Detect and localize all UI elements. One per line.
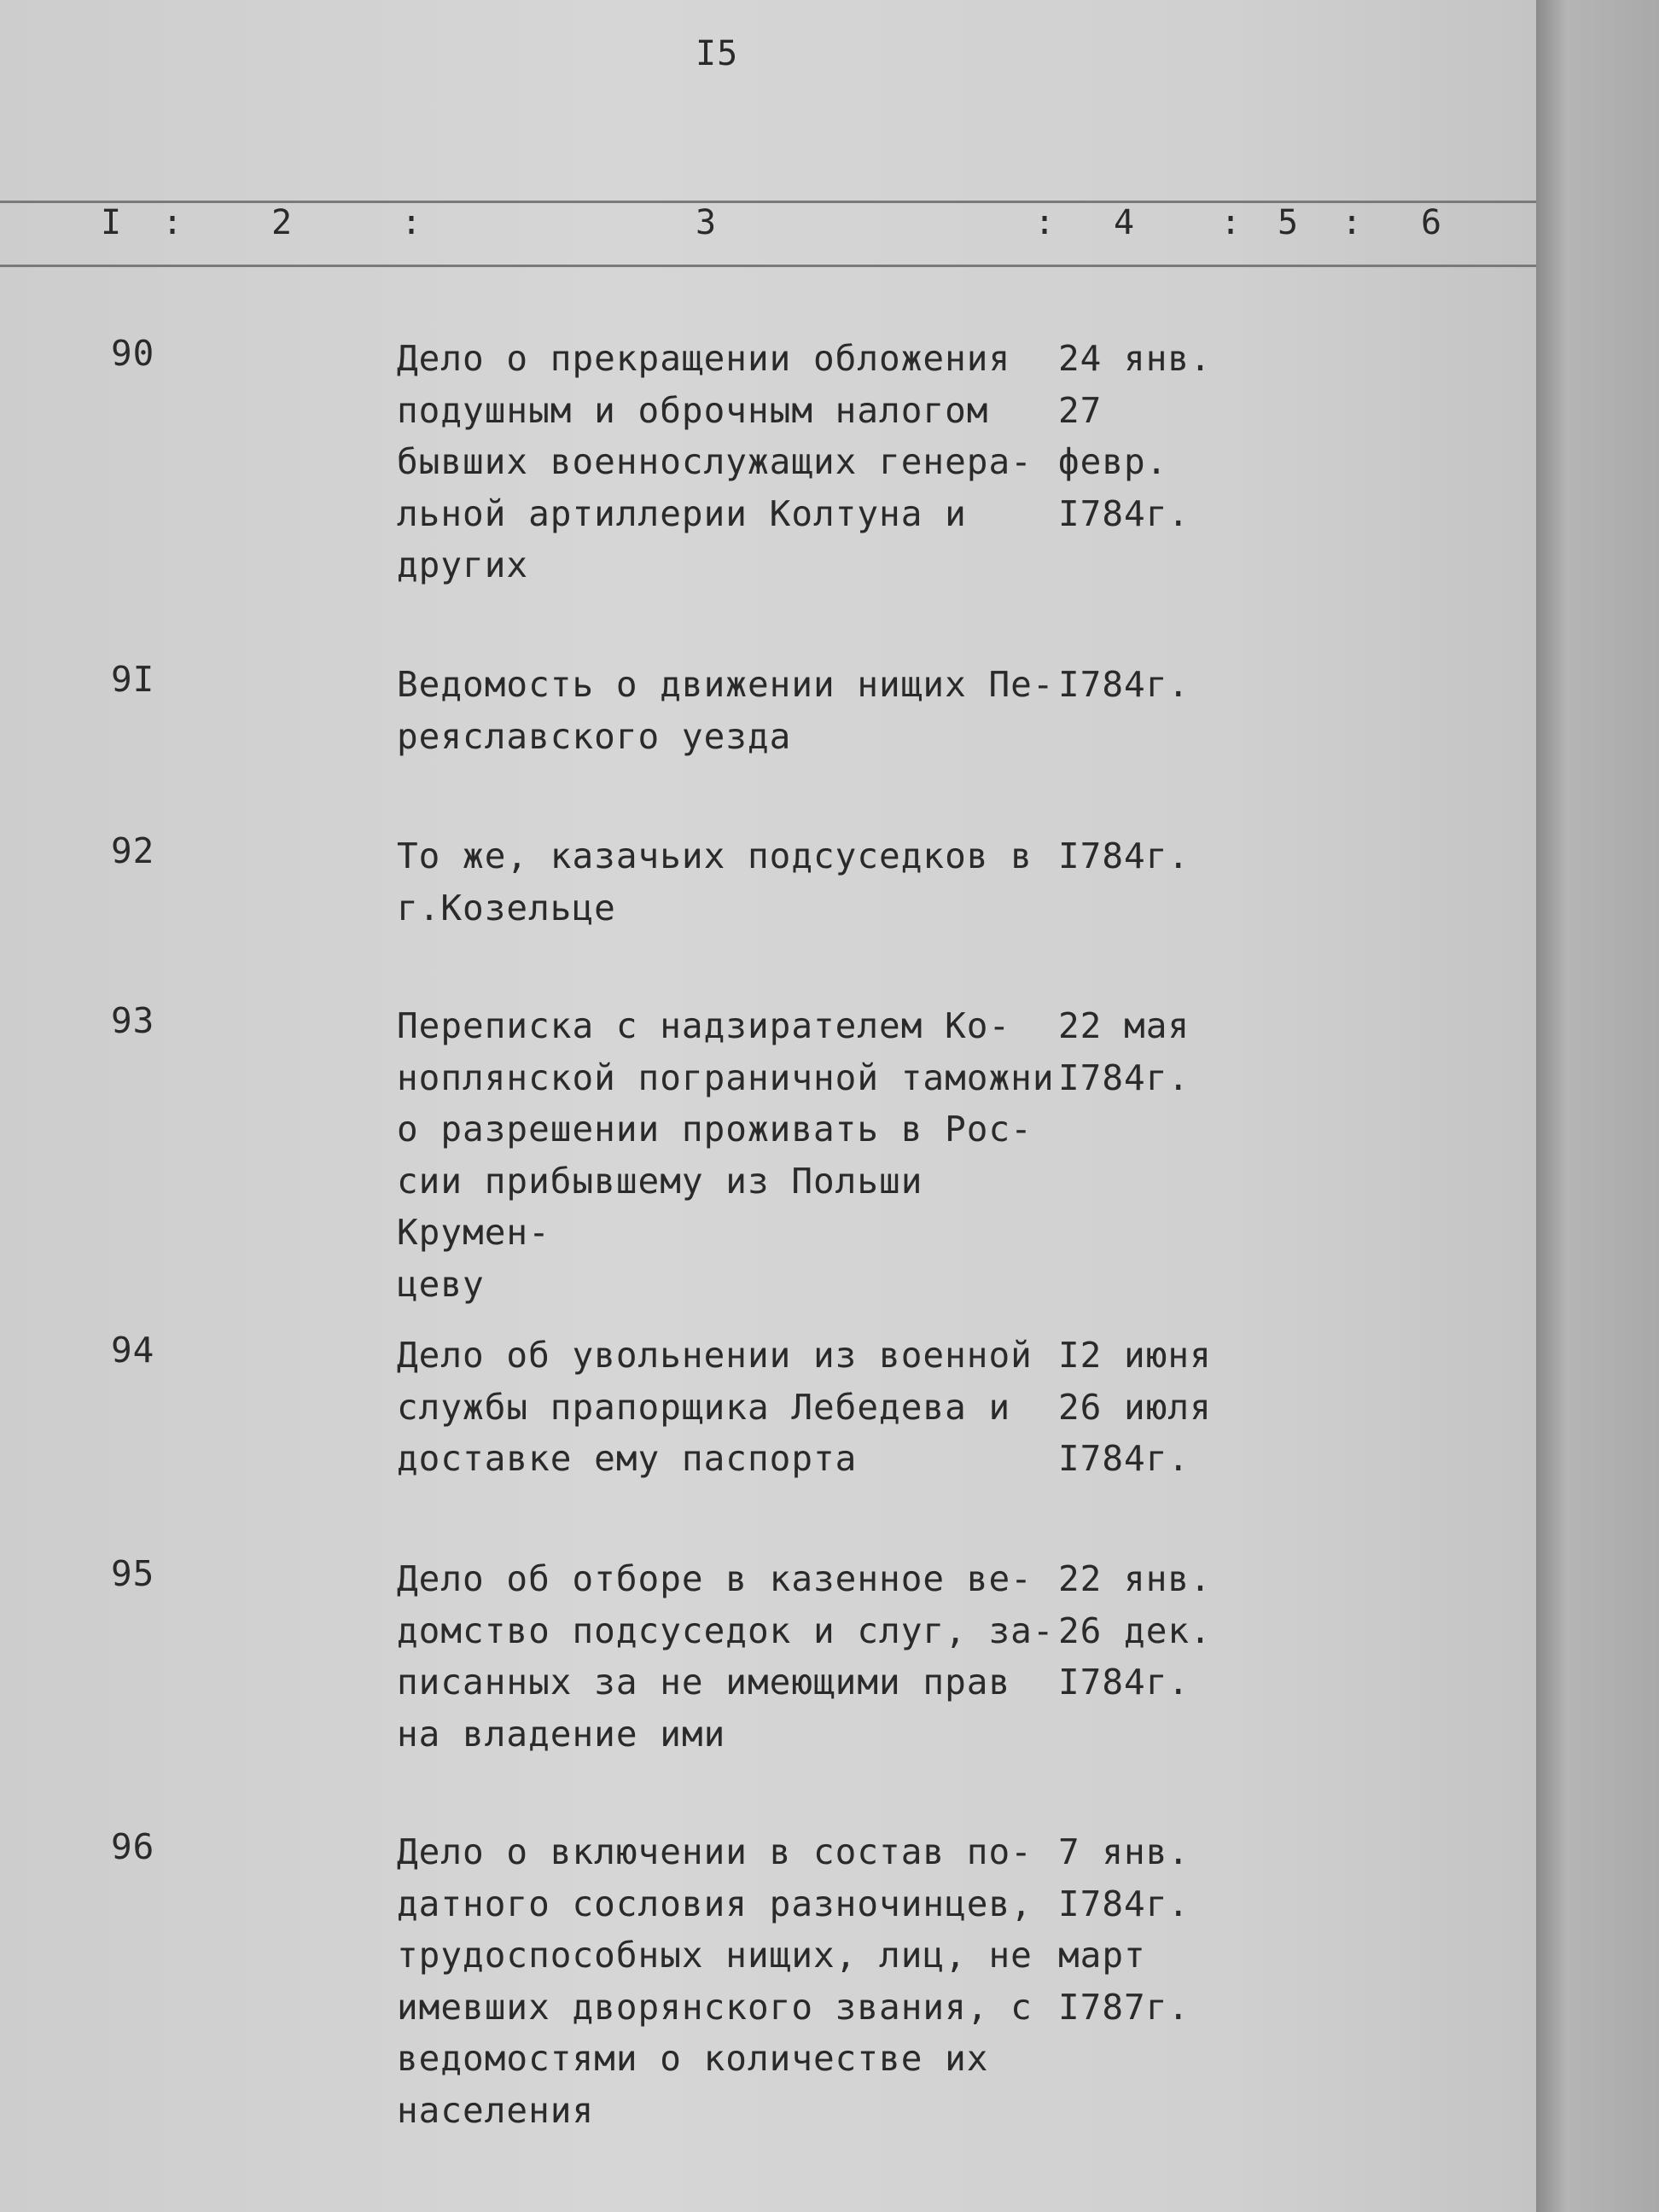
entry-dates: 22 янв. 26 дек. I784г.: [1058, 1558, 1212, 1703]
column-separator: :: [1342, 203, 1364, 242]
header-rule-top: [0, 201, 1536, 203]
entry-title: Дело о прекращении обложения подушным и оброчным налогом бывших военнослужащих генера- льной артиллерии Колтуна и других: [397, 338, 1033, 585]
column-header-3: 3: [696, 203, 718, 242]
entry-dates: 22 мая I784г.: [1058, 1005, 1190, 1098]
column-separator: :: [401, 203, 423, 242]
column-header-2: 2: [271, 203, 294, 242]
header-rule-bottom: [0, 265, 1536, 267]
column-header-4: 4: [1114, 203, 1136, 242]
entry-number: 92: [111, 830, 155, 871]
entry-number: 96: [111, 1826, 155, 1867]
page-edge-shadow: [1536, 0, 1659, 2212]
column-header-5: 5: [1278, 203, 1300, 242]
column-header-1: I: [101, 203, 123, 242]
entry-dates: I784г.: [1058, 664, 1190, 705]
column-header-6: 6: [1421, 203, 1443, 242]
entry-number: 93: [111, 1000, 155, 1041]
column-separator: :: [162, 203, 184, 242]
entry-number: 94: [111, 1330, 155, 1371]
column-separator: :: [1220, 203, 1243, 242]
entry-title: То же, казачьих подсуседков в г.Козельце: [397, 835, 1033, 928]
entry-number: 95: [111, 1553, 155, 1594]
page-number: I5: [696, 34, 739, 73]
entry-dates: 24 янв. 27 февр. I784г.: [1058, 338, 1212, 534]
entry-dates: 7 янв. I784г. март I787г.: [1058, 1831, 1190, 2028]
entry-title: Переписка с надзирателем Ко- ноплянской пограничной таможни о разрешении проживать в Рос- сии прибывшему из Польши Крумен- цеву: [397, 1005, 1055, 1305]
entry-dates: I2 июня 26 июля I784г.: [1058, 1335, 1212, 1479]
entry-title: Ведомость о движении нищих Пе- реяславского уезда: [397, 664, 1055, 757]
entry-title: Дело об отборе в казенное ве- домство подсуседок и слуг, за- писанных за не имеющими прав на владение ими: [397, 1558, 1055, 1755]
entry-number: 90: [111, 333, 155, 374]
entry-title: Дело об увольнении из военной службы прапорщика Лебедева и доставке ему паспорта: [397, 1335, 1033, 1479]
entry-title: Дело о включении в состав по- датного сословия разночинцев, трудоспособных нищих, лиц, не имевших дворянского звания, с ведомостями о количестве их населения: [397, 1831, 1033, 2131]
entry-number: 9I: [111, 659, 155, 700]
column-separator: :: [1034, 203, 1057, 242]
entry-dates: I784г.: [1058, 835, 1190, 876]
